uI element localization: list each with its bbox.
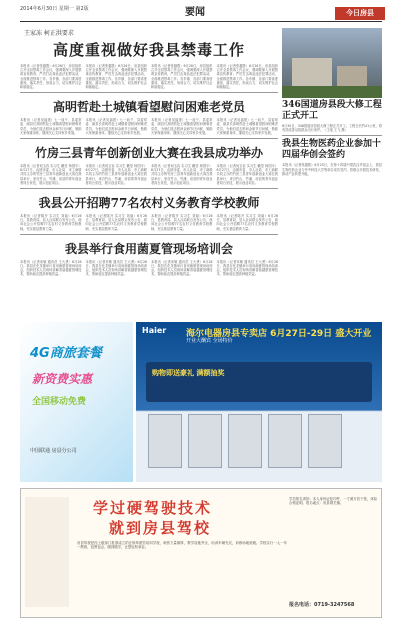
building (292, 58, 332, 88)
article-headline[interactable]: 我县举行食用菌夏管现场培训会 (64, 241, 233, 256)
article-body: 本报讯（记者邓敏 通讯员 王大勇）6月26日，我县在化龙镇举行食用菌夏管现场培训会，组织技术人员现场讲解香菇越夏管理技术，帮助菇农提高种植效益。 本报讯（记者邓敏 通讯员 王大勇）6月26日，我县在化龙镇举行食用菌夏管现场培训会，组织技术人员现场讲解香菇越夏管理技术，帮助菇农提高种植效益。 本报讯（记者邓敏 通讯员 王大勇）6月26日，我县在化龙镇举行食用菌夏管现场培训会，组织技术人员现场讲解香菇越夏管理技术，帮助菇农提高种植效益。 本报讯（记者邓敏 通讯员 王大勇）6月26日，我县在化龙镇举行食用菌夏管现场培训会，组织技术人员现场讲解香菇越夏管理技术，帮助菇农提高种植效益。 (20, 259, 278, 277)
lead-kicker: 王家冻 柯正洪要求 (24, 30, 74, 37)
news-photo (282, 28, 382, 98)
divider (20, 92, 278, 93)
ad-subtitle: 全国移动免费 (32, 397, 87, 407)
product-image (268, 414, 302, 468)
article-body: 本报讯（记者何玉容 实习生 戴莹 杨国平）6月27日，由团市委、市人社局、市工商联共同主办的竹房三县青年创新创业大赛在我县举行，来自竹山、竹溪、房县的青年创业者同台竞技，展示创业项目。 本报讯（记者何玉容 实习生 戴莹 杨国平）6月27日，由团市委、市人社局、市工商联共同主办的竹房三县青年创新创业大赛在我县举行，来自竹山、竹溪、房县的青年创业者同台竞技，展示创业项目。 本报讯（记者何玉容 实习生 戴莹 杨国平）6月27日，由团市委、市人社局、市工商联共同主办的竹房三县青年创新创业大赛在我县举行，来自竹山、竹溪、房县的青年创业者同台竞技，展示创业项目。 本报讯（记者何玉容 实习生 戴莹 杨国平）6月27日，由团市委、市人社局、市工商联共同主办的竹房三县青年创新创业大赛在我县举行，来自竹山、竹溪、房县的青年创业者同台竞技，展示创业项目。 (20, 164, 278, 185)
ad-subtitle: 开业大酬宾 全场特价 (186, 338, 233, 344)
divider (20, 138, 278, 139)
product-image (188, 414, 222, 468)
newspaper-logo: 今日房县 (335, 7, 385, 20)
photo-caption: 6月30日，346国道房县段大修工程正式开工。工程全长约41公里，将有效改善沿线群众出行条件。（王瑶 王飞 摄） (282, 124, 382, 133)
ad-headline: 海尔电器房县专卖店 6月27日-29日 盛大开业 (186, 329, 372, 339)
ad-headline: 就到房县驾校 (109, 519, 212, 537)
building (337, 66, 367, 88)
divider (20, 188, 278, 189)
article-headline[interactable]: 我县公开招聘77名农村义务教育学校教师 (38, 196, 260, 211)
section-title: 要闻 (185, 7, 205, 18)
ad-image (25, 497, 69, 607)
lead-headline[interactable]: 高度重视做好我县禁毒工作 (52, 41, 245, 59)
article-body: 本报讯（记者张越胜）6月25日，在第十四届中国武汉华创会上，我县生物医药企业与华中科技大学等单位成功签约，将联合开展技术研发，推动产业转型升级。 (282, 163, 382, 176)
driving-school-ad[interactable] (20, 488, 382, 618)
header-rule (20, 21, 382, 22)
product-image (228, 414, 262, 468)
lead-body: 本报讯（记者张越胜）6月26日，房县组织召开全县禁毒工作会议，强调要深入开展禁毒宣传教育，严厉打击毒品违法犯罪活动，全面推进禁毒工作。各乡镇、各部门要高度重视，落实责任，形成合力，切实维护社会和谐稳定。 本报讯（记者张越胜）6月26日，房县组织召开全县禁毒工作会议，强调要深入开展禁毒宣传教育，严厉打击毒品违法犯罪活动，全面推进禁毒工作。各乡镇、各部门要高度重视，落实责任，形成合力，切实维护社会和谐稳定。 本报讯（记者张越胜）6月26日，房县组织召开全县禁毒工作会议，强调要深入开展禁毒宣传教育，严厉打击毒品违法犯罪活动，全面推进禁毒工作。各乡镇、各部门要高度重视，落实责任，形成合力，切实维护社会和谐稳定。 本报讯（记者张越胜）6月26日，房县组织召开全县禁毒工作会议，强调要深入开展禁毒宣传教育，严厉打击毒品违法犯罪活动，全面推进禁毒工作。各乡镇、各部门要高度重视，落实责任，形成合力，切实维护社会和谐稳定。 (20, 64, 278, 90)
photo-headline[interactable]: 346国道房县段大修工程正式开工 (282, 100, 382, 121)
ad-body: 房县驾校是经上级部门批准成立的正规驾驶员培训学校，师资力量雄厚，教学设施齐全，培训车辆充足，训练场地宽敞。学校实行一人一车一教练，包教包会，随到随学，让您轻松拿证。 (77, 541, 287, 550)
product-image (148, 414, 182, 468)
main-column (20, 28, 278, 277)
ad-headline: 学过硬驾驶技术 (93, 499, 213, 517)
divider (20, 234, 278, 235)
article-body: 本报讯（记者陈开 实习生 刘丽）6月26日，县教育局、县人社局联合发布公告，面向社会公开招聘77名农村义务教育学校教师，充实基层教育力量。 本报讯（记者陈开 实习生 刘丽）6月26日，县教育局、县人社局联合发布公告，面向社会公开招聘77名农村义务教育学校教师，充实基层教育力量。 本报讯（记者陈开 实习生 刘丽）6月26日，县教育局、县人社局联合发布公告，面向社会公开招聘77名农村义务教育学校教师，充实基层教育力量。 本报讯（记者陈开 实习生 刘丽）6月26日，县教育局、县人社局联合发布公告，面向社会公开招聘77名农村义务教育学校教师，充实基层教育力量。 (20, 214, 278, 231)
ad-title: 4G商旅套餐 (30, 346, 102, 361)
product-image (308, 414, 342, 468)
article-headline[interactable]: 高明哲赴土城镇看望慰问困难老党员 (52, 100, 245, 115)
article-body: 本报讯（记者吴福建）七一前夕，县委常委、副县长高明哲赴土城镇看望慰问困难老党员，为他们送去慰问金和节日问候，勉励大家保重身体，继续关心支持家乡发展。 本报讯（记者吴福建）七一前夕，县委常委、副县长高明哲赴土城镇看望慰问困难老党员，为他们送去慰问金和节日问候，勉励大家保重身体，继续关心支持家乡发展。 本报讯（记者吴福建）七一前夕，县委常委、副县长高明哲赴土城镇看望慰问困难老党员，为他们送去慰问金和节日问候，勉励大家保重身体，继续关心支持家乡发展。 本报讯（记者吴福建）七一前夕，县委常委、副县长高明哲赴土城镇看望慰问困难老党员，为他们送去慰问金和节日问候，勉励大家保重身体，继续关心支持家乡发展。 (20, 118, 278, 135)
ad-notes: 学员报名须知：本人身份证复印件，一寸照片若干张，体检合格证明。报名地点：房县城关镇。 (289, 497, 378, 506)
article-headline[interactable]: 我县生物医药企业参加十四届华创会签约 (282, 139, 382, 161)
ad-note: 中国联通 房县分公司 (30, 448, 77, 454)
promo-text: 购物即送豪礼 满额抽奖 (152, 369, 225, 377)
ad-row (20, 322, 382, 482)
issue-date: 2014年6月30日 星期一 第2版 (20, 6, 89, 12)
phone-number: 报名电话：0719-3247568 (289, 602, 355, 608)
article-headline[interactable]: 竹房三县青年创新创业大赛在我县成功举办 (34, 146, 263, 161)
haier-ad[interactable] (136, 322, 382, 482)
trees (282, 86, 382, 98)
ad-slogan: 新资费实惠 (32, 372, 93, 386)
right-column (282, 28, 382, 176)
page-header (0, 0, 400, 26)
unicom-ad[interactable] (20, 322, 133, 482)
divider (282, 135, 382, 136)
brand-logo: Haier (142, 326, 167, 335)
